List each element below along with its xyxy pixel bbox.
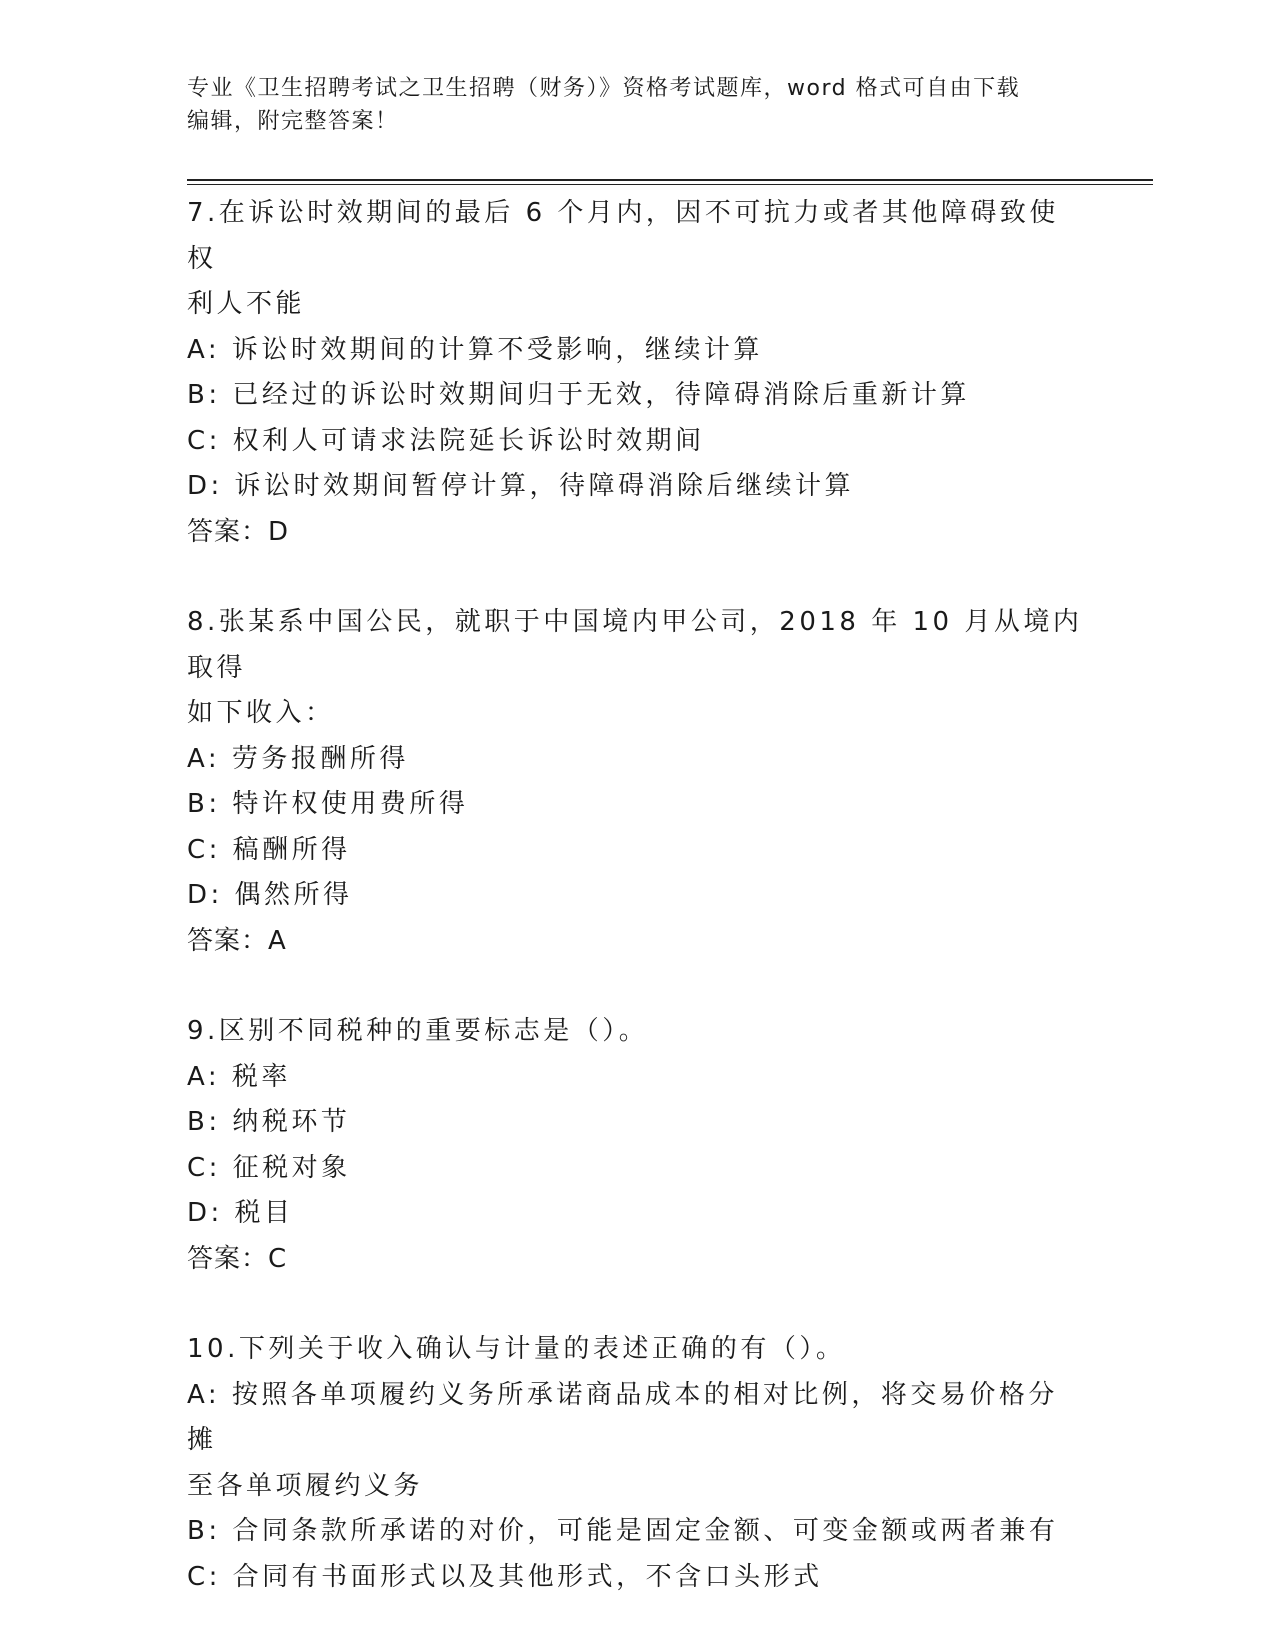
option-b: B: 已经过的诉讼时效期间归于无效，待障碍消除后重新计算: [187, 380, 970, 410]
option-c: C: 合同有书面形式以及其他形式，不含口头形式: [187, 1561, 823, 1592]
question-8: [187, 600, 1087, 964]
document-header: [187, 72, 1087, 138]
question-text: 9.区别不同税种的重要标志是（）。: [187, 1016, 649, 1046]
question-list: [187, 191, 1087, 1600]
question-text: 8.张某系中国公民，就职于中国境内甲公司，2018 年 10 月从境内取得: [187, 607, 1083, 683]
option-a: A: 劳务报酬所得: [187, 743, 409, 774]
question-9: [187, 1009, 1087, 1282]
header-line-2: 编辑，附完整答案！: [187, 109, 399, 134]
question-text-cont: 如下收入：: [187, 698, 335, 728]
header-divider-thin: [187, 184, 1153, 185]
option-c: C: 权利人可请求法院延长诉讼时效期间: [187, 425, 705, 456]
question-text: 10.下列关于收入确认与计量的表述正确的有（）。: [187, 1334, 846, 1364]
option-d: D: 税目: [187, 1198, 294, 1228]
question-7: [187, 191, 1087, 555]
option-c: C: 稿酬所得: [187, 834, 351, 865]
option-a: A: 按照各单项履约义务所承诺商品成本的相对比例，将交易价格分摊: [187, 1379, 1058, 1455]
answer: 答案：D: [187, 516, 290, 547]
option-a: A: 税率: [187, 1061, 291, 1092]
question-10: [187, 1327, 1087, 1600]
option-b: B: 特许权使用费所得: [187, 789, 469, 819]
option-c: C: 征税对象: [187, 1152, 351, 1183]
option-b: B: 纳税环节: [187, 1107, 351, 1137]
question-text: 7.在诉讼时效期间的最后 6 个月内，因不可抗力或者其他障碍致使权: [187, 198, 1059, 274]
option-d: D: 偶然所得: [187, 880, 353, 910]
header-line-1: 专业《卫生招聘考试之卫生招聘（财务）》资格考试题库，word 格式可自由下载: [187, 76, 1021, 101]
answer: 答案：C: [187, 1243, 288, 1274]
header-divider-thick: [187, 179, 1153, 181]
option-a-cont: 至各单项履约义务: [187, 1470, 424, 1501]
question-text-cont: 利人不能: [187, 289, 306, 319]
option-b: B: 合同条款所承诺的对价，可能是固定金额、可变金额或两者兼有: [187, 1516, 1059, 1546]
option-d: D: 诉讼时效期间暂停计算，待障碍消除后继续计算: [187, 471, 855, 501]
answer: 答案：A: [187, 925, 287, 956]
option-a: A: 诉讼时效期间的计算不受影响，继续计算: [187, 334, 763, 365]
